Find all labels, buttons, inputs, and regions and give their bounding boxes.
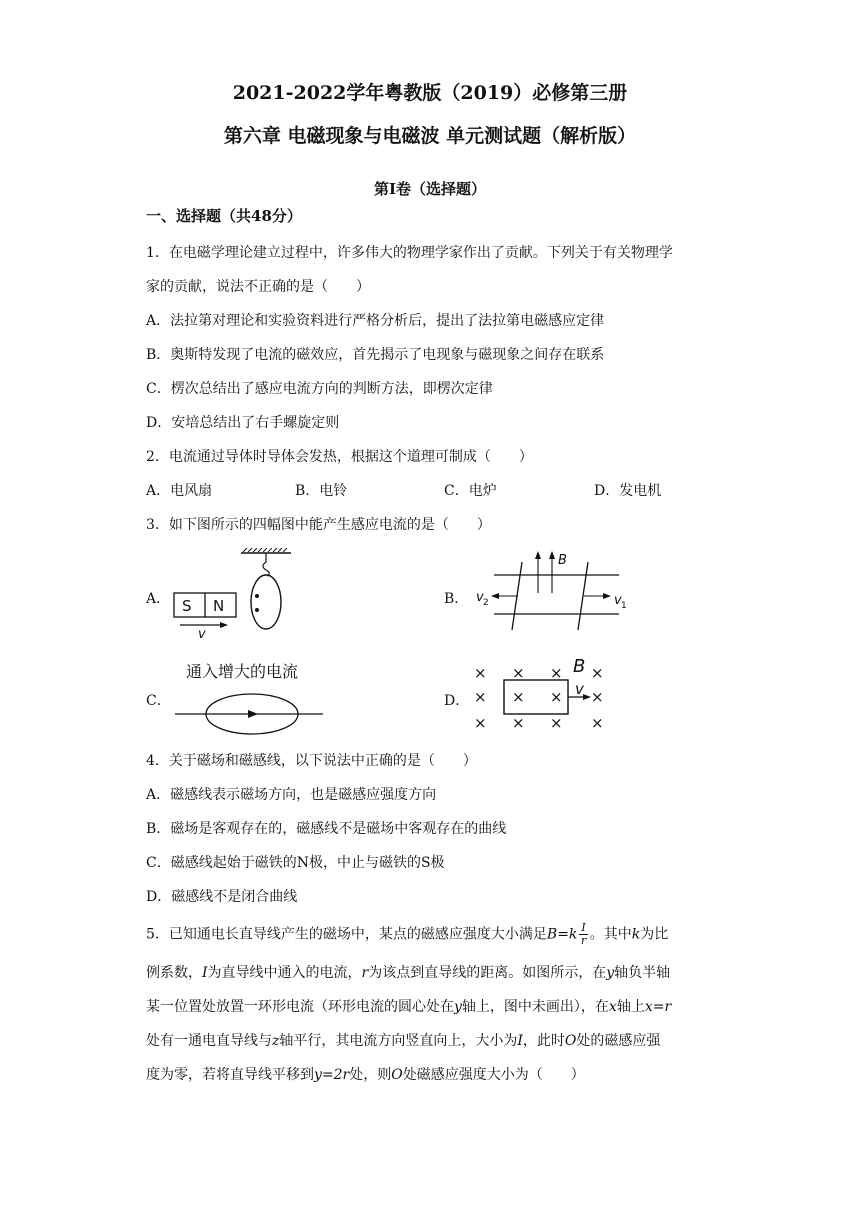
q4-option-d: D．磁感线不是闭合曲线 bbox=[146, 889, 298, 905]
q5-stem-line2: 例系数，I为直导线中通入的电流，r为该点到直导线的距离。如图所示，在y轴负半轴 bbox=[146, 965, 671, 981]
magnet-n-label: N bbox=[213, 597, 225, 615]
field-cross: × bbox=[550, 664, 563, 682]
q1-option-a: A．法拉第对理论和实验资料进行严格分析后，提出了法拉第电磁感应定律 bbox=[146, 313, 605, 329]
q5-stem-line5: 度为零，若将直导线平移到y=2r处，则O处磁感应强度大小为（ ） bbox=[146, 1067, 585, 1083]
q4-option-b: B．磁场是客观存在的，磁感线不是磁场中客观存在的曲线 bbox=[146, 821, 507, 837]
field-b-label: B bbox=[558, 553, 567, 568]
q4-stem: 4．关于磁场和磁感线，以下说法中正确的是（ ） bbox=[146, 753, 477, 769]
field-cross: × bbox=[591, 688, 604, 706]
field-cross: × bbox=[474, 688, 487, 706]
title-line-2: 第六章 电磁现象与电磁波 单元测试题（解析版） bbox=[223, 125, 637, 147]
magnet-s-label: S bbox=[182, 597, 192, 615]
q2-option-a: A．电风扇 bbox=[146, 483, 213, 499]
q3-figure-a bbox=[168, 548, 308, 643]
q3-label-b: B． bbox=[444, 591, 469, 607]
title-line-1: 2021-2022学年粤教版（2019）必修第三册 bbox=[232, 82, 628, 104]
q5-stem-line4: 处有一通电直导线与z轴平行，其电流方向竖直向上，大小为I，此时O处的磁感应强 bbox=[146, 1033, 661, 1049]
q2-option-d: D．发电机 bbox=[594, 483, 662, 499]
formula-fraction: $\frac{I}{r}$ bbox=[580, 921, 587, 947]
q4-option-a: A．磁感线表示磁场方向，也是磁感应强度方向 bbox=[146, 787, 437, 803]
section-heading: 一、选择题（共48分） bbox=[146, 207, 302, 225]
field-cross: × bbox=[591, 664, 604, 682]
q1-stem-line1: 1．在电磁学理论建立过程中，许多伟大的物理学家作出了贡献。下列关于有关物理学 bbox=[146, 245, 673, 261]
q3-stem: 3．如下图所示的四幅图中能产生感应电流的是（ ） bbox=[146, 517, 491, 533]
field-cross: × bbox=[512, 664, 525, 682]
q3-label-a: A． bbox=[146, 591, 171, 607]
q5-stem-line1: 5．已知通电长直导线产生的磁场中，某点的磁感应强度大小满足B=k $\frac{I}{r}$ 。其中k为比 bbox=[146, 921, 669, 947]
q1-option-c: C．楞次总结出了感应电流方向的判断方法，即楞次定律 bbox=[146, 381, 493, 397]
q3-label-d: D． bbox=[444, 693, 470, 709]
q3-figure-d bbox=[470, 655, 620, 737]
field-cross: × bbox=[512, 714, 525, 732]
q1-option-d: D．安培总结出了右手螺旋定则 bbox=[146, 415, 340, 431]
velocity-v1-sub: 1 bbox=[621, 601, 627, 611]
field-b-label-d: B bbox=[573, 656, 586, 677]
q2-option-c: C．电炉 bbox=[444, 483, 497, 499]
velocity-label-d: v bbox=[575, 680, 584, 698]
field-cross: × bbox=[591, 714, 604, 732]
velocity-label-a: v bbox=[198, 627, 206, 642]
field-cross: × bbox=[550, 688, 563, 706]
q5-stem-line3: 某一位置处放置一环形电流（环形电流的圆心处在y轴上，图中未画出），在x轴上x=r bbox=[146, 999, 672, 1015]
q4-option-c: C．磁感线起始于磁铁的N极，中止与磁铁的S极 bbox=[146, 855, 445, 871]
field-cross: × bbox=[512, 688, 525, 706]
field-cross: × bbox=[550, 714, 563, 732]
q2-stem: 2．电流通过导体时导体会发热，根据这个道理可制成（ ） bbox=[146, 449, 533, 465]
q1-option-b: B．奥斯特发现了电流的磁效应，首先揭示了电现象与磁现象之间存在联系 bbox=[146, 347, 605, 363]
velocity-v2-sub: 2 bbox=[483, 598, 489, 608]
velocity-v2-label: v bbox=[476, 590, 484, 605]
q3-figure-c bbox=[170, 656, 330, 738]
field-cross: × bbox=[474, 664, 487, 682]
q1-stem-line2: 家的贡献，说法不正确的是（ ） bbox=[146, 279, 370, 295]
increasing-current-caption: 通入增大的电流 bbox=[186, 662, 299, 681]
volume-heading: 第Ⅰ卷（选择题） bbox=[373, 180, 487, 198]
q2-option-b: B．电铃 bbox=[295, 483, 348, 499]
q3-label-c: C． bbox=[146, 693, 171, 709]
velocity-v1-label: v bbox=[614, 593, 622, 608]
field-cross: × bbox=[474, 714, 487, 732]
q3-figure-b bbox=[474, 548, 644, 638]
